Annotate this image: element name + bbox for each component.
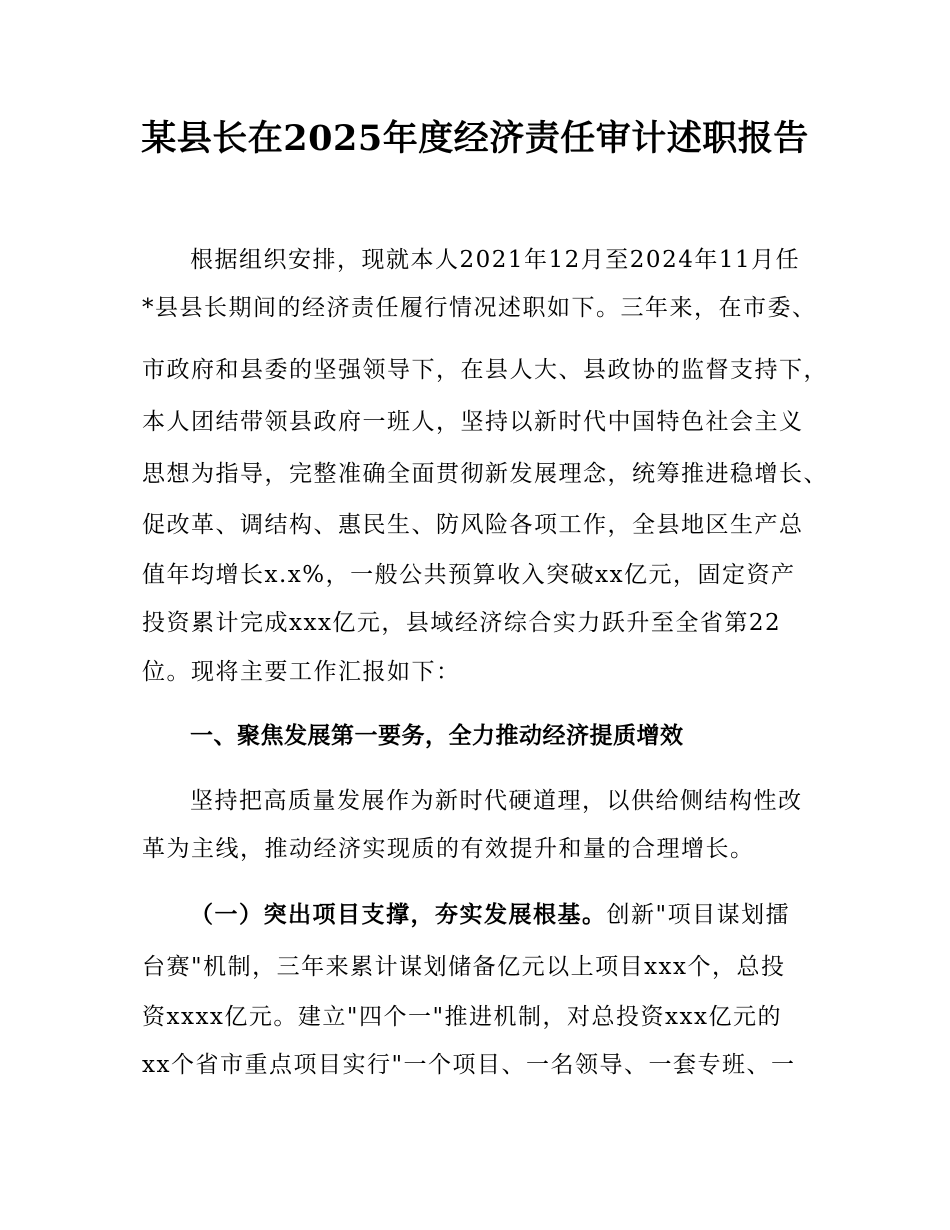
subsection-first-line (190, 895, 790, 935)
intro-line: 值年均增长x.x%，一般公共预算收入突破xx亿元，固定资产 (142, 562, 796, 588)
intro-line: *县县长期间的经济责任履行情况述职如下。三年来，在市委、 (142, 295, 817, 321)
intro-line: 投资累计完成xxx亿元，县域经济综合实力跃升至全省第22 (142, 610, 782, 636)
intro-line: 根据组织安排，现就本人2021年12月至2024年11月任 (190, 247, 801, 273)
intro-line: 思想为指导，完整准确全面贯彻新发展理念，统筹推进稳增长、 (142, 461, 828, 487)
subsection-line: 资xxxx亿元。建立"四个一"推进机制，对总投资xxx亿元的 (142, 1004, 782, 1030)
subsection-line: 台赛"机制，三年来累计谋划储备亿元以上项目xxx个，总投 (142, 954, 786, 980)
intro-line: 市政府和县委的坚强领导下，在县人大、县政协的监督支持下， (142, 357, 828, 383)
section-heading: 一、聚焦发展第一要务，全力推动经济提质增效 (190, 723, 684, 749)
section-paragraph-line: 革为主线，推动经济实现质的有效提升和量的合理增长。 (142, 836, 755, 862)
intro-line: 促改革、调结构、惠民生、防风险各项工作，全县地区生产总 (142, 512, 804, 538)
subsection-line: xx个省市重点项目实行"一个项目、一名领导、一套专班、一 (142, 1052, 796, 1078)
subsection-lead-rest: 创新"项目谋划擂 (606, 902, 791, 928)
document-title: 某县长在2025年度经济责任审计述职报告 (141, 118, 809, 159)
intro-line: 位。现将主要工作汇报如下： (142, 659, 461, 685)
section-paragraph-line: 坚持把高质量发展作为新时代硬道理，以供给侧结构性改 (190, 788, 803, 814)
subsection-lead: （一）突出项目支撑，夯实发展根基。 (190, 902, 607, 928)
intro-line: 本人团结带领县政府一班人，坚持以新时代中国特色社会主义 (142, 409, 804, 435)
